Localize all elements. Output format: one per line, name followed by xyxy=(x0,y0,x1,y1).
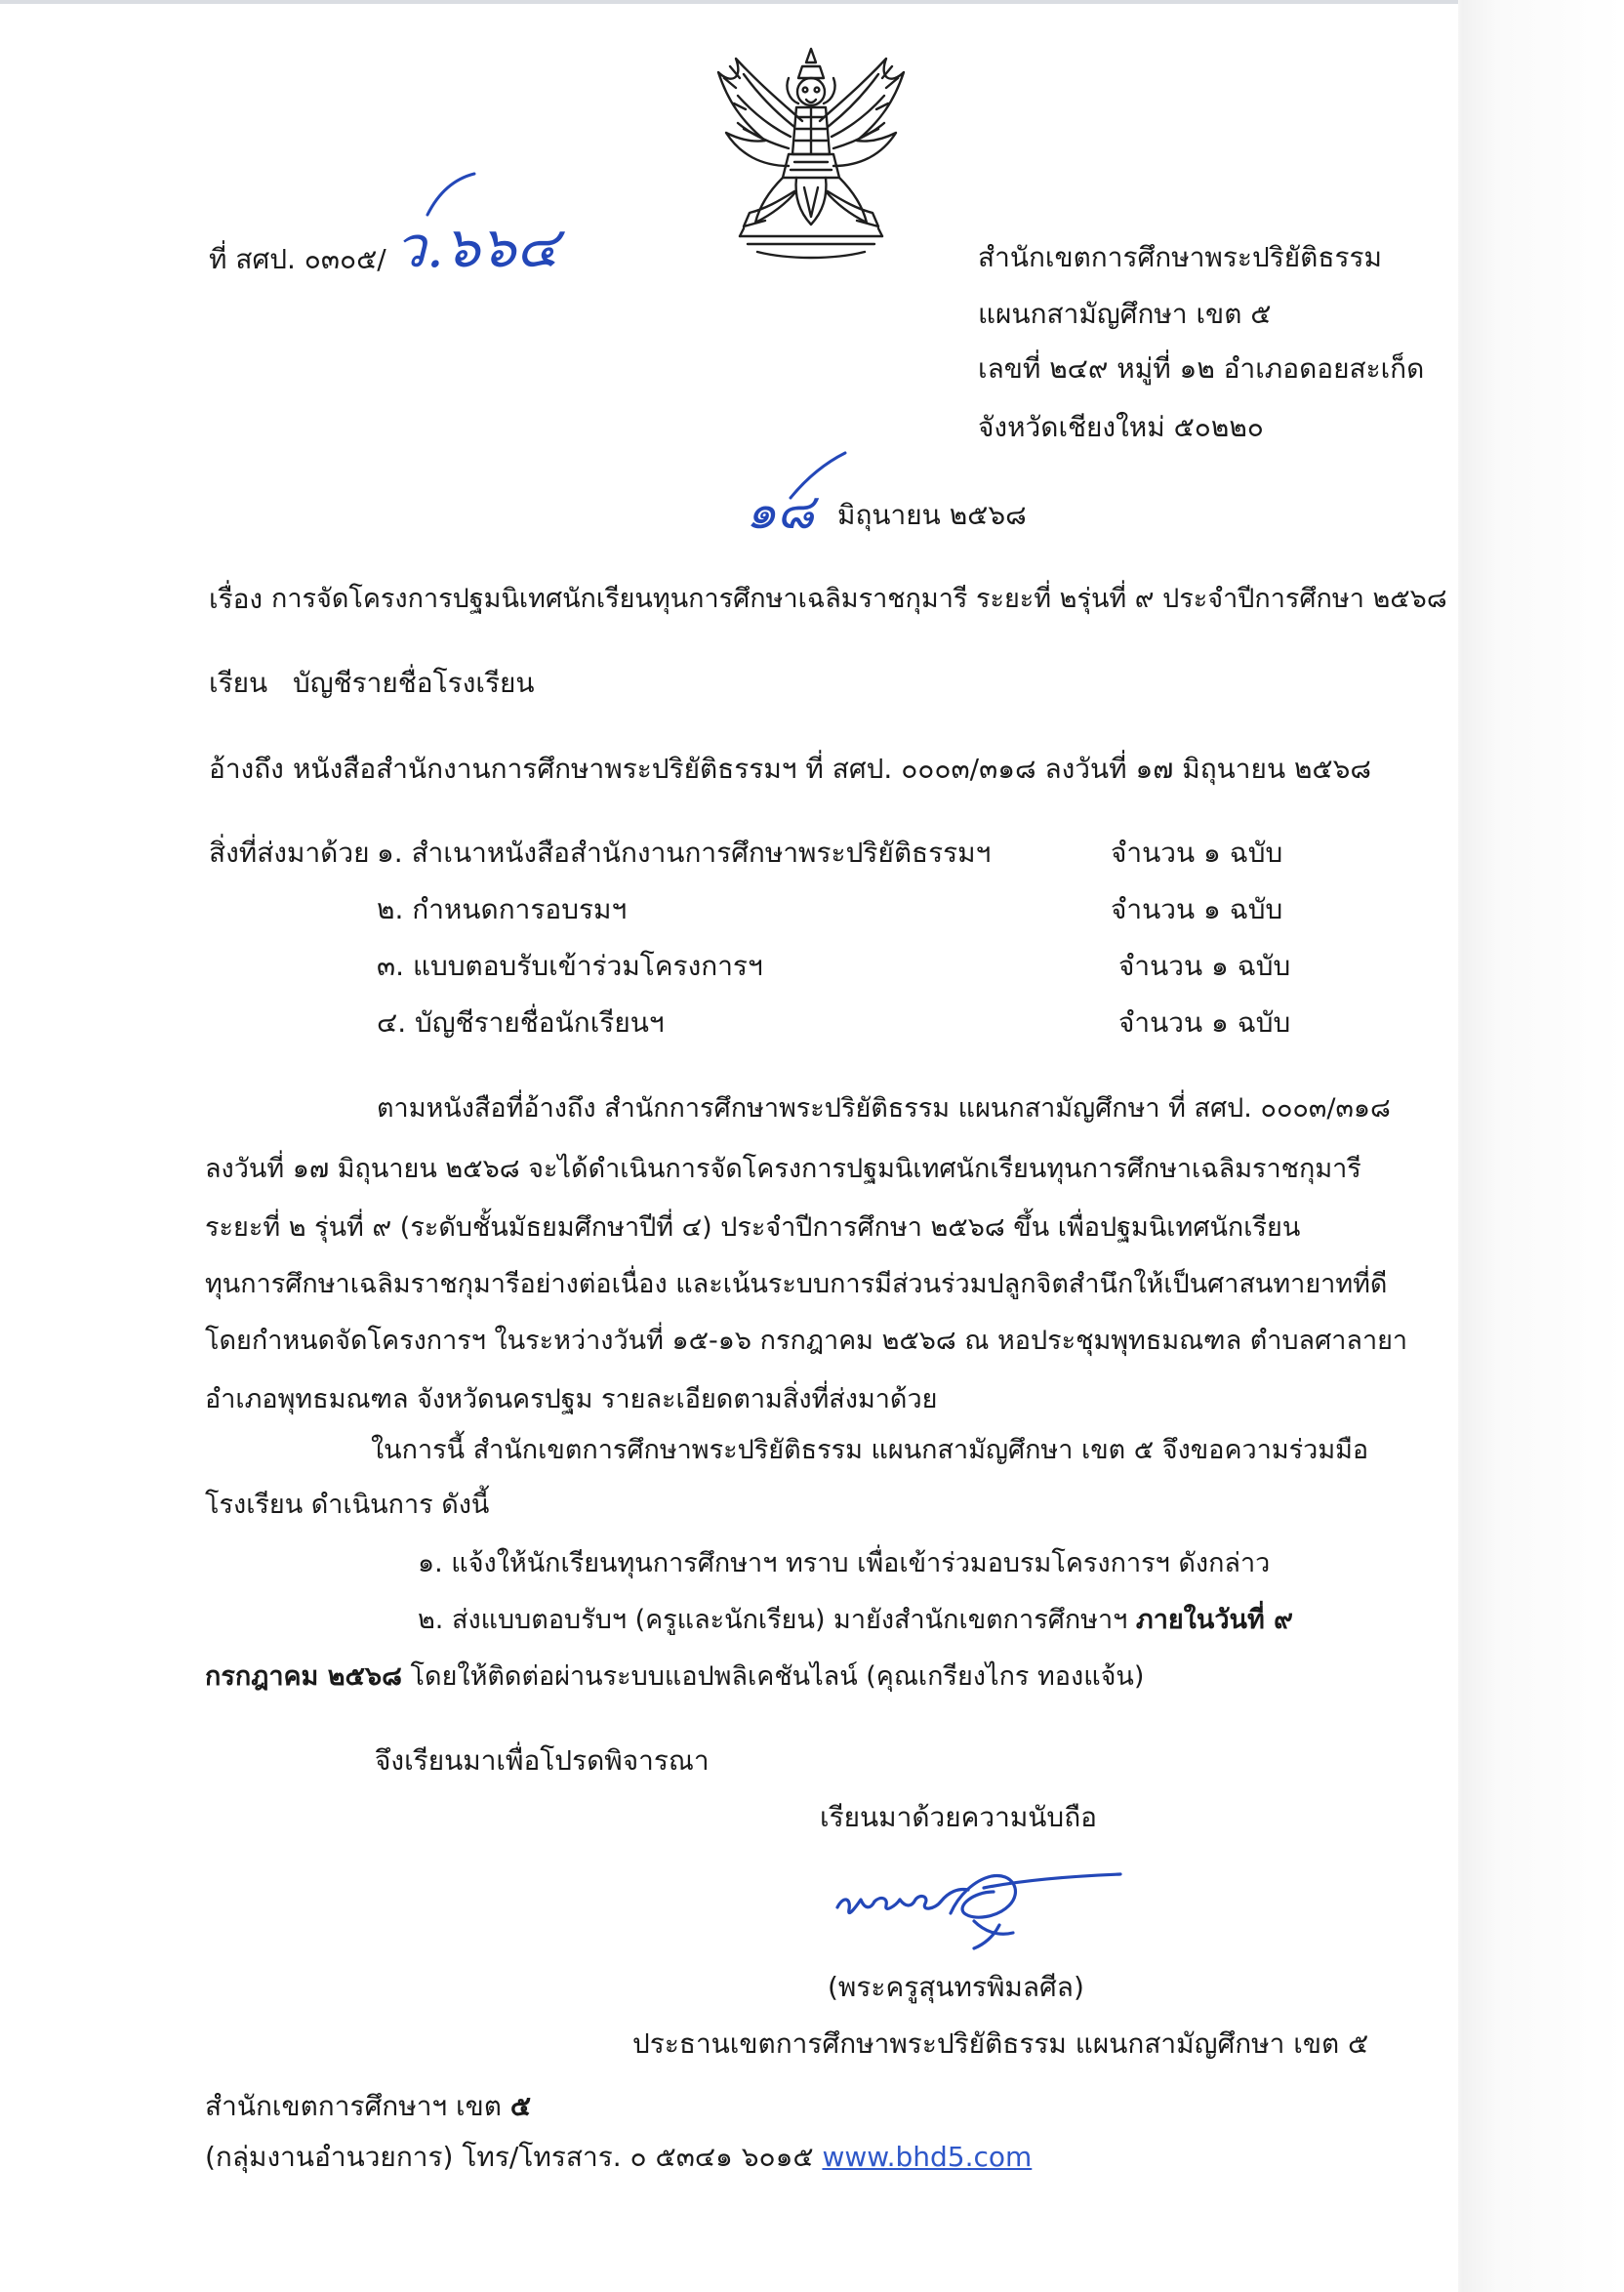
action-item-2-line-1 xyxy=(418,1601,1293,1640)
action-item-2-text: ๒. ส่งแบบตอบรับฯ (ครูและนักเรียน) มายังสำนักเขตการศึกษาฯ xyxy=(418,1605,1128,1635)
footer-contact xyxy=(205,2138,1032,2177)
footer-office-zone: ๕ xyxy=(509,2090,532,2122)
signatory-name: (พระครูสุนทรพิมลศีล) xyxy=(828,1971,1084,2003)
enclosure-item: ๑. สำเนาหนังสือสำนักงานการศึกษาพระปริยัติธรรมฯ xyxy=(377,837,992,869)
enclosure-item: ๓. แบบตอบรับเข้าร่วมโครงการฯ xyxy=(377,950,763,982)
deadline-month-text: กรกฎาคม ๒๕๖๘ xyxy=(205,1661,402,1692)
enclosure-item: ๒. กำหนดการอบรมฯ xyxy=(377,893,628,925)
to-label: เรียน xyxy=(209,667,268,699)
office-line-3: เลขที่ ๒๔๙ หมู่ที่ ๑๒ อำเภอดอยสะเก็ด xyxy=(978,352,1425,385)
footer-office-text: สำนักเขตการศึกษาฯ เขต xyxy=(205,2090,502,2122)
regards-text: เรียนมาด้วยความนับถือ xyxy=(820,1801,1097,1833)
garuda-emblem-icon xyxy=(701,45,921,262)
scan-edge-right xyxy=(1458,0,1624,2292)
scan-edge-top xyxy=(0,0,1624,4)
handwritten-reference-number: ว.๖๖๔ xyxy=(394,214,559,280)
date-month-year: มิถุนายน ๒๕๖๘ xyxy=(837,499,1027,531)
body-paragraph-2-line-1: ในการนี้ สำนักเขตการศึกษาพระปริยัติธรรม แผนกสามัญศึกษา เขต ๕ จึงขอความร่วมมือ xyxy=(371,1435,1369,1465)
signatory-position: ประธานเขตการศึกษาพระปริยัติธรรม แผนกสามัญศึกษา เขต ๕ xyxy=(632,2027,1369,2060)
body-paragraph-1-line-4: ทุนการศึกษาเฉลิมราชกุมารีอย่างต่อเนื่อง และเน้นระบบการมีส่วนร่วมปลูกจิตสำนึกให้เป็นศาสนทายาทที่ดี xyxy=(205,1269,1388,1299)
handwritten-date-day: ๑๘ xyxy=(746,483,815,540)
action-item-1: ๑. แจ้งให้นักเรียนทุนการศึกษาฯ ทราบ เพื่อเข้าร่วมอบรมโครงการฯ ดังกล่าว xyxy=(418,1548,1271,1578)
body-paragraph-1-line-2: ลงวันที่ ๑๗ มิถุนายน ๒๕๖๘ จะได้ดำเนินการจัดโครงการปฐมนิเทศนักเรียนทุนการศึกษาเฉลิมราชกุมารี xyxy=(205,1154,1361,1184)
body-paragraph-1-line-3: ระยะที่ ๒ รุ่นที่ ๙ (ระดับชั้นมัธยมศึกษาปีที่ ๔) ประจำปีการศึกษา ๒๕๖๘ ขึ้น เพื่อปฐมนิเทศนักเรียน xyxy=(205,1212,1301,1243)
enclosures-label: สิ่งที่ส่งมาด้วย xyxy=(209,837,370,869)
office-line-4: จังหวัดเชียงใหม่ ๕๐๒๒๐ xyxy=(978,411,1264,443)
footer-contact-text: (กลุ่มงานอำนวยการ) โทร/โทรสาร. ๐ ๕๓๔๑ ๖๐๑๕ xyxy=(205,2141,814,2173)
reference-text: หนังสือสำนักงานการศึกษาพระปริยัติธรรมฯ ที่ สศป. ๐๐๐๓/๓๑๘ ลงวันที่ ๑๗ มิถุนายน ๒๕๖๘ xyxy=(293,753,1372,785)
signature-icon xyxy=(828,1862,1130,1964)
contact-instruction-text: โดยให้ติดต่อผ่านระบบแอปพลิเคชันไลน์ (คุณเกรียงไกร ทองแจ้น) xyxy=(410,1661,1145,1692)
reference-number xyxy=(209,240,386,279)
footer-office xyxy=(205,2087,531,2126)
subject-text: การจัดโครงการปฐมนิเทศนักเรียนทุนการศึกษาเฉลิมราชกุมารี ระยะที่ ๒รุ่นที่ ๙ ประจำปีการศึกษา ๒๕๖๘ xyxy=(271,584,1447,614)
body-paragraph-1-line-6: อำเภอพุทธมณฑล จังหวัดนครปฐม รายละเอียดตามสิ่งที่ส่งมาด้วย xyxy=(205,1384,938,1414)
enclosure-quantity: จำนวน ๑ ฉบับ xyxy=(1118,950,1291,982)
website-link[interactable]: www.bhd5.com xyxy=(822,2141,1033,2173)
body-paragraph-1-line-5: โดยกำหนดจัดโครงการฯ ในระหว่างวันที่ ๑๕-๑๖ กรกฎาคม ๒๕๖๘ ณ หอประชุมพุทธมณฑล ตำบลศาลายา xyxy=(205,1326,1408,1356)
body-paragraph-2-line-2: โรงเรียน ดำเนินการ ดังนี้ xyxy=(205,1490,490,1520)
body-paragraph-1-line-1: ตามหนังสือที่อ้างถึง สำนักการศึกษาพระปริยัติธรรม แผนกสามัญศึกษา ที่ สศป. ๐๐๐๓/๓๑๘ xyxy=(377,1093,1391,1124)
reference-prefix: ที่ สศป. ๐๓๐๕/ xyxy=(209,243,386,275)
deadline-text: ภายในวันที่ ๙ xyxy=(1135,1605,1293,1635)
enclosure-quantity: จำนวน ๑ ฉบับ xyxy=(1111,837,1283,869)
subject-label: เรื่อง xyxy=(209,583,264,615)
handwritten-stroke-icon xyxy=(422,168,480,236)
enclosure-item: ๔. บัญชีรายชื่อนักเรียนฯ xyxy=(377,1006,665,1039)
office-line-2: แผนกสามัญศึกษา เขต ๕ xyxy=(978,298,1272,330)
office-line-1: สำนักเขตการศึกษาพระปริยัติธรรม xyxy=(978,241,1382,273)
enclosure-quantity: จำนวน ๑ ฉบับ xyxy=(1111,893,1283,925)
enclosure-quantity: จำนวน ๑ ฉบับ xyxy=(1118,1006,1291,1039)
closing-text: จึงเรียนมาเพื่อโปรดพิจารณา xyxy=(375,1744,710,1777)
to-text: บัญชีรายชื่อโรงเรียน xyxy=(293,667,535,699)
reference-label: อ้างถึง xyxy=(209,753,284,785)
action-item-2-line-2 xyxy=(205,1658,1144,1697)
